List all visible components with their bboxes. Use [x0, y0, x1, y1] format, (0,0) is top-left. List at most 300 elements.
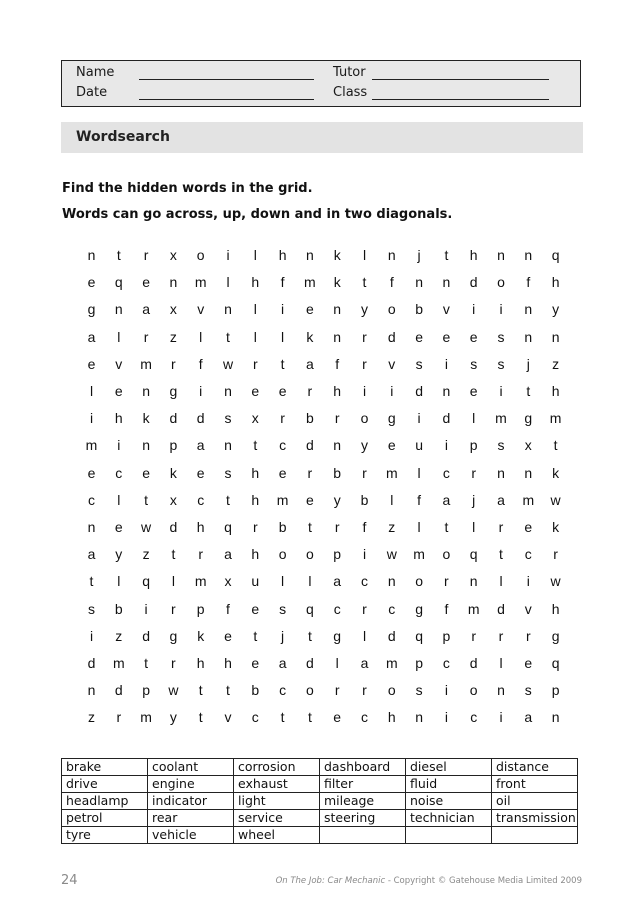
grid-letter[interactable]: q: [224, 519, 232, 535]
grid-letter[interactable]: d: [387, 627, 396, 644]
grid-letter[interactable]: o: [387, 301, 396, 318]
grid-letter[interactable]: z: [388, 519, 396, 535]
grid-letter[interactable]: n: [305, 247, 314, 263]
grid-letter[interactable]: w: [550, 573, 561, 590]
grid-letter[interactable]: s: [224, 464, 232, 481]
grid-letter[interactable]: h: [251, 491, 260, 508]
grid-letter[interactable]: l: [362, 247, 367, 263]
grid-letter[interactable]: v: [442, 301, 450, 318]
grid-letter[interactable]: i: [117, 437, 121, 454]
grid-letter[interactable]: c: [361, 573, 368, 590]
grid-letter[interactable]: i: [499, 383, 503, 399]
grid-letter[interactable]: g: [524, 410, 533, 427]
grid-letter[interactable]: i: [390, 383, 394, 399]
grid-letter[interactable]: p: [442, 627, 451, 644]
grid-letter[interactable]: c: [333, 600, 341, 617]
grid-letter[interactable]: m: [276, 491, 289, 508]
grid-letter[interactable]: l: [117, 328, 121, 345]
grid-letter[interactable]: b: [114, 600, 123, 617]
grid-letter[interactable]: r: [252, 355, 258, 372]
grid-letter[interactable]: h: [469, 247, 478, 263]
grid-letter[interactable]: e: [114, 383, 123, 399]
grid-letter[interactable]: d: [469, 655, 478, 671]
grid-letter[interactable]: d: [305, 655, 314, 671]
grid-letter[interactable]: y: [552, 301, 560, 318]
grid-letter[interactable]: d: [114, 682, 123, 699]
tutor-line[interactable]: [372, 79, 549, 80]
grid-letter[interactable]: k: [552, 464, 560, 481]
grid-letter[interactable]: n: [551, 328, 560, 345]
grid-letter[interactable]: t: [444, 519, 449, 535]
grid-letter[interactable]: r: [143, 247, 149, 263]
grid-letter[interactable]: l: [390, 491, 394, 508]
grid-letter[interactable]: l: [308, 573, 312, 590]
grid-letter[interactable]: f: [280, 274, 285, 291]
grid-letter[interactable]: n: [442, 274, 451, 291]
grid-letter[interactable]: y: [361, 437, 368, 454]
grid-letter[interactable]: f: [362, 519, 367, 535]
grid-letter[interactable]: l: [253, 328, 257, 345]
grid-letter[interactable]: n: [224, 301, 232, 318]
grid-letter[interactable]: w: [550, 491, 561, 508]
grid-letter[interactable]: e: [87, 274, 96, 291]
grid-letter[interactable]: r: [553, 546, 558, 563]
grid-letter[interactable]: n: [524, 301, 533, 318]
grid-letter[interactable]: h: [551, 274, 560, 291]
grid-letter[interactable]: r: [471, 464, 477, 481]
grid-letter[interactable]: i: [281, 301, 285, 318]
grid-letter[interactable]: r: [280, 410, 285, 427]
grid-letter[interactable]: l: [499, 573, 503, 590]
grid-letter[interactable]: s: [497, 437, 505, 454]
grid-letter[interactable]: v: [224, 709, 232, 726]
grid-letter[interactable]: e: [87, 355, 96, 372]
grid-letter[interactable]: s: [279, 600, 287, 617]
grid-letter[interactable]: l: [253, 247, 257, 263]
grid-letter[interactable]: a: [360, 655, 369, 671]
grid-letter[interactable]: f: [226, 600, 230, 617]
grid-letter[interactable]: g: [415, 600, 423, 617]
grid-letter[interactable]: s: [415, 355, 423, 372]
grid-letter[interactable]: s: [524, 682, 532, 699]
grid-letter[interactable]: i: [444, 682, 448, 699]
grid-letter[interactable]: t: [307, 519, 312, 535]
grid-letter[interactable]: s: [497, 328, 505, 345]
grid-letter[interactable]: q: [142, 573, 150, 590]
grid-letter[interactable]: x: [251, 410, 259, 427]
grid-letter[interactable]: r: [498, 627, 504, 644]
grid-letter[interactable]: n: [497, 247, 505, 263]
grid-letter[interactable]: n: [524, 328, 533, 345]
grid-letter[interactable]: a: [333, 573, 342, 590]
grid-letter[interactable]: i: [499, 709, 503, 726]
grid-letter[interactable]: h: [224, 655, 232, 671]
grid-letter[interactable]: m: [549, 410, 562, 427]
grid-letter[interactable]: i: [417, 410, 421, 427]
grid-letter[interactable]: o: [278, 546, 287, 563]
grid-letter[interactable]: e: [469, 328, 478, 345]
grid-letter[interactable]: l: [335, 655, 339, 671]
grid-letter[interactable]: u: [415, 437, 423, 454]
grid-letter[interactable]: d: [305, 437, 314, 454]
grid-letter[interactable]: l: [472, 410, 476, 427]
grid-letter[interactable]: i: [526, 573, 530, 590]
class-line[interactable]: [372, 99, 549, 100]
grid-letter[interactable]: c: [442, 464, 450, 481]
grid-letter[interactable]: n: [442, 383, 451, 399]
grid-letter[interactable]: r: [171, 655, 176, 671]
grid-letter[interactable]: n: [169, 274, 178, 291]
grid-letter[interactable]: j: [417, 247, 421, 263]
grid-letter[interactable]: n: [524, 464, 533, 481]
grid-letter[interactable]: r: [334, 519, 340, 535]
grid-letter[interactable]: f: [335, 355, 340, 372]
grid-letter[interactable]: e: [224, 627, 232, 644]
grid-letter[interactable]: m: [194, 274, 207, 291]
grid-letter[interactable]: e: [442, 328, 451, 345]
grid-letter[interactable]: n: [524, 247, 533, 263]
grid-letter[interactable]: m: [112, 655, 125, 671]
grid-letter[interactable]: x: [169, 301, 177, 318]
grid-letter[interactable]: h: [251, 546, 260, 563]
grid-letter[interactable]: e: [524, 519, 533, 535]
grid-letter[interactable]: q: [469, 546, 478, 563]
grid-letter[interactable]: i: [89, 627, 94, 644]
grid-letter[interactable]: k: [197, 627, 205, 644]
grid-letter[interactable]: t: [307, 709, 312, 726]
grid-letter[interactable]: i: [144, 600, 148, 617]
grid-letter[interactable]: t: [144, 491, 149, 508]
grid-letter[interactable]: e: [251, 655, 260, 671]
grid-letter[interactable]: c: [197, 491, 205, 508]
grid-letter[interactable]: t: [362, 274, 367, 291]
grid-letter[interactable]: g: [387, 410, 396, 427]
grid-letter[interactable]: t: [198, 709, 203, 726]
grid-letter[interactable]: l: [417, 519, 421, 535]
grid-letter[interactable]: n: [142, 383, 150, 399]
grid-letter[interactable]: l: [253, 301, 257, 318]
grid-letter[interactable]: k: [142, 410, 150, 427]
grid-letter[interactable]: s: [497, 355, 505, 372]
grid-letter[interactable]: n: [387, 573, 396, 590]
grid-letter[interactable]: e: [114, 519, 123, 535]
grid-letter[interactable]: o: [360, 410, 369, 427]
grid-letter[interactable]: i: [226, 247, 230, 263]
grid-letter[interactable]: n: [469, 573, 478, 590]
grid-letter[interactable]: m: [495, 410, 507, 427]
grid-letter[interactable]: n: [87, 247, 96, 263]
grid-letter[interactable]: l: [362, 627, 367, 644]
grid-letter[interactable]: z: [142, 546, 150, 563]
grid-letter[interactable]: t: [253, 627, 258, 644]
grid-letter[interactable]: h: [251, 464, 260, 481]
grid-letter[interactable]: n: [551, 709, 560, 726]
grid-letter[interactable]: b: [278, 519, 287, 535]
grid-letter[interactable]: v: [197, 301, 205, 318]
grid-letter[interactable]: l: [89, 383, 94, 399]
grid-letter[interactable]: o: [415, 573, 423, 590]
grid-letter[interactable]: w: [141, 519, 152, 535]
grid-letter[interactable]: r: [116, 709, 122, 726]
grid-letter[interactable]: k: [552, 519, 560, 535]
grid-letter[interactable]: f: [444, 600, 449, 617]
grid-letter[interactable]: x: [524, 437, 532, 454]
grid-letter[interactable]: m: [522, 491, 535, 508]
grid-letter[interactable]: j: [281, 627, 285, 644]
grid-letter[interactable]: t: [280, 355, 285, 372]
grid-letter[interactable]: n: [497, 682, 505, 699]
grid-letter[interactable]: d: [142, 627, 150, 644]
grid-letter[interactable]: i: [499, 301, 503, 318]
grid-letter[interactable]: i: [444, 709, 448, 726]
grid-letter[interactable]: q: [305, 600, 314, 617]
grid-letter[interactable]: s: [470, 355, 478, 372]
grid-letter[interactable]: t: [171, 546, 176, 563]
grid-letter[interactable]: t: [253, 437, 258, 454]
grid-letter[interactable]: i: [199, 383, 203, 399]
grid-letter[interactable]: r: [143, 328, 149, 345]
grid-letter[interactable]: z: [169, 328, 177, 345]
grid-letter[interactable]: r: [334, 682, 340, 699]
grid-letter[interactable]: r: [362, 355, 367, 372]
grid-letter[interactable]: h: [333, 383, 342, 399]
grid-letter[interactable]: c: [115, 464, 123, 481]
grid-letter[interactable]: o: [442, 546, 451, 563]
grid-letter[interactable]: z: [115, 627, 123, 644]
grid-letter[interactable]: c: [442, 655, 450, 671]
grid-letter[interactable]: k: [306, 328, 314, 345]
grid-letter[interactable]: d: [415, 383, 423, 399]
grid-letter[interactable]: m: [194, 573, 207, 590]
grid-letter[interactable]: a: [278, 655, 287, 671]
grid-letter[interactable]: m: [140, 355, 152, 372]
grid-letter[interactable]: f: [198, 355, 203, 372]
grid-letter[interactable]: t: [499, 546, 503, 563]
grid-letter[interactable]: k: [333, 247, 341, 263]
grid-letter[interactable]: r: [307, 383, 313, 399]
grid-letter[interactable]: m: [385, 464, 398, 481]
grid-letter[interactable]: l: [226, 274, 230, 291]
grid-letter[interactable]: n: [333, 301, 342, 318]
grid-letter[interactable]: m: [304, 274, 316, 291]
grid-letter[interactable]: w: [386, 546, 397, 563]
grid-letter[interactable]: e: [387, 437, 396, 454]
grid-letter[interactable]: m: [385, 655, 398, 671]
grid-letter[interactable]: c: [279, 437, 287, 454]
grid-letter[interactable]: c: [251, 709, 259, 726]
grid-letter[interactable]: h: [551, 600, 560, 617]
grid-letter[interactable]: c: [361, 709, 368, 726]
grid-letter[interactable]: n: [415, 709, 423, 726]
grid-letter[interactable]: r: [307, 464, 313, 481]
grid-letter[interactable]: r: [334, 410, 340, 427]
grid-letter[interactable]: b: [305, 410, 314, 427]
grid-letter[interactable]: r: [362, 464, 367, 481]
grid-letter[interactable]: n: [87, 682, 96, 699]
grid-letter[interactable]: b: [251, 682, 260, 699]
grid-letter[interactable]: i: [362, 546, 367, 563]
grid-letter[interactable]: n: [224, 383, 232, 399]
grid-letter[interactable]: r: [525, 627, 531, 644]
grid-letter[interactable]: a: [196, 437, 205, 454]
grid-letter[interactable]: f: [389, 274, 394, 291]
grid-letter[interactable]: j: [472, 491, 476, 508]
grid-letter[interactable]: p: [169, 437, 178, 454]
grid-letter[interactable]: w: [222, 355, 234, 372]
grid-letter[interactable]: l: [472, 519, 476, 535]
grid-letter[interactable]: a: [524, 709, 533, 726]
grid-letter[interactable]: x: [169, 247, 177, 263]
grid-letter[interactable]: c: [524, 546, 532, 563]
grid-letter[interactable]: h: [251, 274, 260, 291]
grid-letter[interactable]: t: [144, 655, 149, 671]
grid-letter[interactable]: r: [171, 600, 176, 617]
grid-letter[interactable]: d: [87, 655, 96, 671]
grid-letter[interactable]: h: [196, 519, 205, 535]
grid-letter[interactable]: o: [305, 682, 314, 699]
grid-letter[interactable]: l: [199, 328, 203, 345]
grid-letter[interactable]: o: [196, 247, 205, 263]
grid-letter[interactable]: l: [117, 573, 121, 590]
grid-letter[interactable]: r: [362, 328, 367, 345]
grid-letter[interactable]: u: [251, 573, 260, 590]
grid-letter[interactable]: b: [333, 464, 342, 481]
grid-letter[interactable]: a: [305, 355, 314, 372]
grid-letter[interactable]: e: [305, 491, 314, 508]
grid-letter[interactable]: s: [88, 600, 95, 617]
grid-letter[interactable]: p: [196, 600, 205, 617]
grid-letter[interactable]: c: [388, 600, 396, 617]
grid-letter[interactable]: h: [387, 709, 396, 726]
grid-letter[interactable]: t: [89, 573, 94, 590]
grid-letter[interactable]: r: [444, 573, 449, 590]
grid-letter[interactable]: a: [142, 301, 150, 318]
grid-letter[interactable]: a: [224, 546, 232, 563]
grid-letter[interactable]: m: [85, 437, 98, 454]
grid-letter[interactable]: l: [117, 491, 121, 508]
grid-letter[interactable]: p: [551, 682, 560, 699]
grid-letter[interactable]: b: [415, 301, 423, 318]
grid-letter[interactable]: e: [305, 301, 314, 318]
grid-letter[interactable]: h: [278, 247, 287, 263]
grid-letter[interactable]: x: [169, 491, 177, 508]
grid-letter[interactable]: r: [171, 355, 176, 372]
grid-letter[interactable]: r: [198, 546, 204, 563]
grid-letter[interactable]: a: [497, 491, 505, 508]
grid-letter[interactable]: g: [87, 301, 96, 318]
grid-letter[interactable]: e: [278, 383, 287, 399]
grid-letter[interactable]: i: [444, 355, 448, 372]
grid-letter[interactable]: q: [114, 274, 123, 291]
grid-letter[interactable]: r: [362, 600, 367, 617]
grid-letter[interactable]: w: [168, 682, 179, 699]
grid-letter[interactable]: b: [360, 491, 369, 508]
grid-letter[interactable]: k: [169, 464, 177, 481]
grid-letter[interactable]: l: [171, 573, 175, 590]
grid-letter[interactable]: k: [333, 274, 341, 291]
grid-letter[interactable]: n: [333, 328, 342, 345]
grid-letter[interactable]: e: [333, 709, 342, 726]
grid-letter[interactable]: l: [499, 655, 503, 671]
grid-letter[interactable]: e: [87, 464, 96, 481]
grid-letter[interactable]: y: [115, 546, 123, 563]
grid-letter[interactable]: l: [417, 464, 421, 481]
grid-letter[interactable]: j: [526, 355, 530, 372]
grid-letter[interactable]: p: [142, 682, 150, 699]
grid-letter[interactable]: g: [333, 627, 342, 644]
grid-letter[interactable]: i: [472, 301, 476, 318]
grid-letter[interactable]: y: [169, 709, 177, 726]
grid-letter[interactable]: n: [114, 301, 123, 318]
grid-letter[interactable]: z: [88, 709, 95, 726]
grid-letter[interactable]: n: [497, 464, 505, 481]
grid-letter[interactable]: y: [361, 301, 368, 318]
grid-letter[interactable]: v: [524, 600, 532, 617]
grid-letter[interactable]: d: [169, 410, 178, 427]
grid-letter[interactable]: g: [169, 627, 178, 644]
grid-letter[interactable]: i: [444, 437, 448, 454]
grid-letter[interactable]: t: [526, 383, 531, 399]
grid-letter[interactable]: h: [551, 383, 560, 399]
grid-letter[interactable]: v: [388, 355, 396, 372]
grid-letter[interactable]: t: [280, 709, 285, 726]
grid-letter[interactable]: o: [497, 274, 505, 291]
grid-letter[interactable]: g: [551, 627, 560, 644]
grid-letter[interactable]: t: [198, 682, 203, 699]
grid-letter[interactable]: m: [140, 709, 152, 726]
grid-letter[interactable]: m: [413, 546, 425, 563]
grid-letter[interactable]: c: [279, 682, 287, 699]
name-line[interactable]: [139, 79, 314, 80]
grid-letter[interactable]: e: [142, 274, 150, 291]
grid-letter[interactable]: a: [87, 546, 96, 563]
grid-letter[interactable]: c: [88, 491, 95, 508]
grid-letter[interactable]: t: [226, 328, 230, 345]
grid-letter[interactable]: t: [307, 627, 312, 644]
grid-letter[interactable]: m: [467, 600, 480, 617]
grid-letter[interactable]: q: [415, 627, 423, 644]
grid-letter[interactable]: e: [196, 464, 205, 481]
grid-letter[interactable]: o: [469, 682, 478, 699]
grid-letter[interactable]: t: [226, 491, 230, 508]
grid-letter[interactable]: f: [417, 491, 422, 508]
grid-letter[interactable]: n: [87, 519, 96, 535]
grid-letter[interactable]: c: [470, 709, 478, 726]
grid-letter[interactable]: r: [498, 519, 504, 535]
grid-letter[interactable]: d: [196, 410, 205, 427]
grid-letter[interactable]: e: [251, 600, 260, 617]
grid-letter[interactable]: e: [142, 464, 150, 481]
grid-letter[interactable]: n: [142, 437, 150, 454]
grid-letter[interactable]: d: [387, 328, 396, 345]
grid-letter[interactable]: t: [444, 247, 449, 263]
grid-letter[interactable]: e: [415, 328, 423, 345]
grid-letter[interactable]: t: [226, 682, 230, 699]
grid-letter[interactable]: d: [497, 600, 505, 617]
grid-letter[interactable]: r: [471, 627, 477, 644]
grid-letter[interactable]: y: [333, 491, 341, 508]
grid-letter[interactable]: h: [114, 410, 123, 427]
grid-letter[interactable]: g: [169, 383, 178, 399]
grid-letter[interactable]: a: [87, 328, 96, 345]
grid-letter[interactable]: q: [551, 655, 560, 671]
grid-letter[interactable]: e: [251, 383, 260, 399]
grid-letter[interactable]: d: [442, 410, 451, 427]
grid-letter[interactable]: i: [89, 410, 94, 427]
grid-letter[interactable]: z: [552, 355, 560, 372]
grid-letter[interactable]: q: [551, 247, 560, 263]
grid-letter[interactable]: p: [469, 437, 478, 454]
